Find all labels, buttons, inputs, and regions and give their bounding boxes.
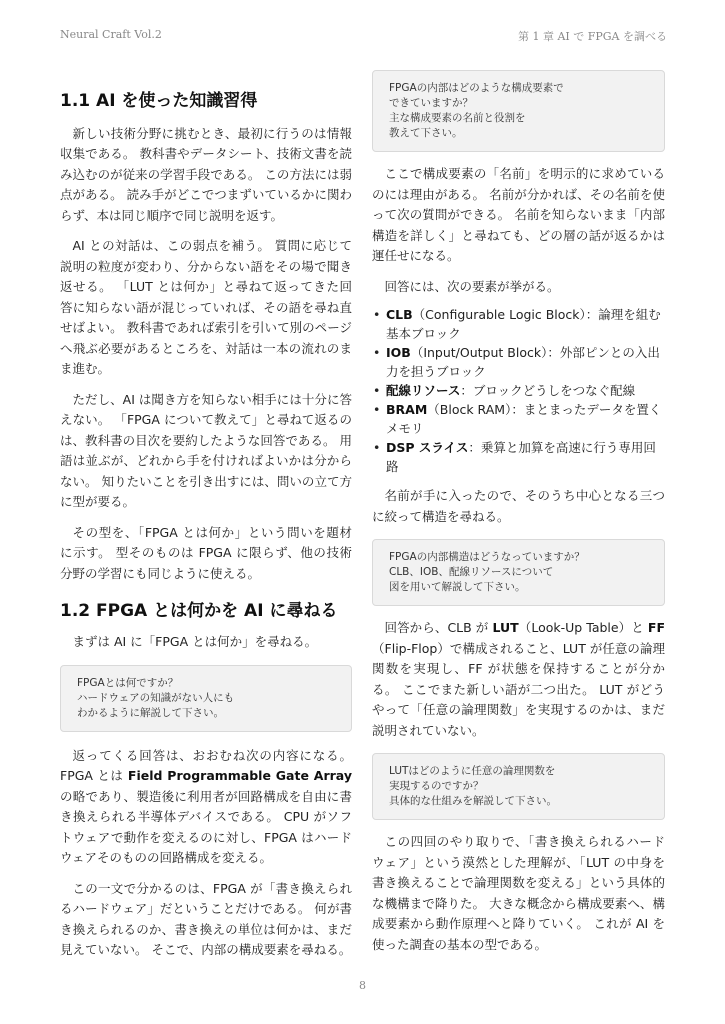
list-item: [373, 381, 665, 400]
text-run: 回答から、CLB が: [384, 620, 493, 635]
list-term: IOB: [386, 345, 411, 360]
paragraph: [372, 618, 665, 741]
paragraph: AI との対話は、この弱点を補う。 質問に応じて説明の粒度が変わり、分からない語をその場で聞き返せる。 「LUT とは何か」と尋ねて返ってきた回答に知らない語が混じっていれば、その語を尋ね直せばよい。 教科書であれば索引を引いて別のページへ飛ぶ必要があるところを、対話は一本の流れのまま進む。: [60, 238, 352, 377]
paragraph: まずは AI に「FPGA とは何か」を尋ねる。: [72, 634, 318, 650]
prompt-line: わかるように解説して下さい。: [77, 706, 224, 719]
bullet-icon: •: [373, 383, 381, 398]
prompt-line: できていますか？: [389, 97, 473, 109]
prompt-line: CLB、IOB、配線リソースについて: [389, 566, 554, 578]
prompt-line: LUTはどのように任意の論理関数を: [389, 765, 556, 777]
list-desc: ：ブロックどうしをつなぐ配線: [460, 383, 636, 398]
prompt-box: [372, 539, 665, 606]
bold-term: FF: [647, 620, 665, 635]
list-item: [373, 438, 665, 476]
list-term: BRAM: [386, 402, 428, 417]
bullet-icon: •: [373, 345, 381, 360]
section-heading-1-2: 1.2 FPGA とは何かを AI に尋ねる: [60, 601, 338, 622]
list-term: DSP スライス: [386, 440, 469, 455]
bold-term: LUT: [492, 620, 519, 635]
prompt-box: [372, 753, 665, 820]
list-desc: （Configurable Logic Block）：論理を組む基本ブロック: [386, 307, 661, 341]
right-column: [372, 70, 665, 955]
paragraph: [60, 746, 352, 869]
list-term: CLB: [386, 307, 413, 322]
component-list: [372, 305, 665, 476]
left-column: [60, 70, 352, 961]
bold-term: Field Programmable Gate Array: [127, 768, 352, 784]
prompt-line: FPGAの内部はどのような構成要素で: [389, 82, 564, 94]
list-item: [373, 400, 665, 438]
list-desc: （Block RAM）：まとまったデータを置くメモリ: [386, 402, 662, 436]
list-desc: ：乗算と加算を高速に行う専用回路: [386, 440, 656, 474]
prompt-line: 具体的な仕組みを解説して下さい。: [389, 795, 557, 807]
text-run: 返ってくる回答は、おおむね次の内容になる。 FPGA とは: [60, 747, 352, 784]
list-item: [373, 343, 665, 381]
bullet-icon: •: [373, 402, 381, 417]
list-desc: （Input/Output Block）：外部ピンとの入出力を担うブロック: [386, 345, 660, 379]
running-header-left: Neural Craft Vol.2: [60, 28, 162, 41]
text-run: （Flip-Flop）で構成されること、LUT が任意の論理関数を実現し、FF が状態を保持することが分かる。 ここでまた新しい語が二つ出た。 LUT がどうやって「任意の論理関数」を実現するのかは、まだ説明されていない。: [372, 640, 665, 738]
bullet-icon: •: [373, 440, 381, 455]
prompt-line: ハードウェアの知識がない人にも: [77, 691, 235, 704]
paragraph: その型を、「FPGA とは何か」という問いを題材に示す。 型そのものは FPGA に限らず、他の技術分野の学習にも同じように使える。: [60, 524, 352, 581]
paragraph: この四回のやり取りで、「書き換えられるハードウェア」という漠然とした理解が、「LUT の中身を書き換えることで論理関数を変える」という具体的な機構まで降りた。 大きな概念から構成要素へ、構成要素から動作原理へと降りていく。 これが AI を使った調査の基本の型である。: [372, 834, 665, 952]
paragraph: ただし、AI は聞き方を知らない相手には十分に答えない。 「FPGA について教えて」と尋ねて返るのは、教科書の目次を要約したような回答である。 用語は並ぶが、どれから手を付ければよいかは分からない。 知りたいことを引き出すには、問いの立て方に型が要る。: [60, 391, 352, 510]
list-item: [373, 305, 665, 343]
running-header-right: 第 1 章 AI で FPGA を調べる: [517, 30, 667, 43]
paragraph: この一文で分かるのは、FPGA が「書き換えられるハードウェア」だということだけである。 何が書き換えられるのか、書き換えの単位は何かは、まだ見えていない。 そこで、内部の構成要素を尋ねる。: [60, 880, 352, 958]
prompt-line: 実現するのですか？: [389, 780, 484, 792]
prompt-line: 教えて下さい。: [389, 127, 463, 139]
prompt-line: 主な構成要素の名前と役割を: [389, 112, 526, 124]
bullet-icon: •: [373, 307, 381, 322]
text-run: （Look-Up Table）と: [518, 620, 648, 635]
page-number: 8: [359, 979, 366, 992]
prompt-line: 図を用いて解説して下さい。: [389, 581, 526, 593]
paragraph: ここで構成要素の「名前」を明示的に求めているのには理由がある。 名前が分かれば、その名前を使って次の質問ができる。 名前を知らないまま「内部構造を詳しく」と尋ねても、どの層の話が返るかは運任せになる。: [372, 166, 665, 263]
section-heading-1-1: 1.1 AI を使った知識習得: [60, 91, 258, 111]
prompt-box: [60, 665, 352, 732]
text-run: の略であり、製造後に利用者が回路構成を自由に書き換えられる半導体デバイスである。 CPU がソフトウェアで動作を変えるのに対し、FPGA はハードウェアそのものの回路構成を変える。: [60, 788, 352, 866]
paragraph: 新しい技術分野に挑むとき、最初に行うのは情報収集である。 教科書やデータシート、技術文書を読み込むのが従来の学習手段である。 この方法には弱点がある。 読み手がどこでつまずいているかに関わらず、本は同じ順序で同じ説明を返す。: [60, 125, 352, 223]
paragraph: 名前が手に入ったので、そのうち中心となる三つに絞って構造を尋ねる。: [372, 488, 665, 524]
list-term: 配線リソース: [386, 383, 461, 398]
prompt-line: FPGAの内部構造はどうなっていますか？: [389, 551, 585, 563]
prompt-line: FPGAとは何ですか？: [77, 676, 179, 689]
prompt-box: [372, 70, 665, 152]
paragraph: 回答には、次の要素が挙がる。: [384, 278, 560, 294]
